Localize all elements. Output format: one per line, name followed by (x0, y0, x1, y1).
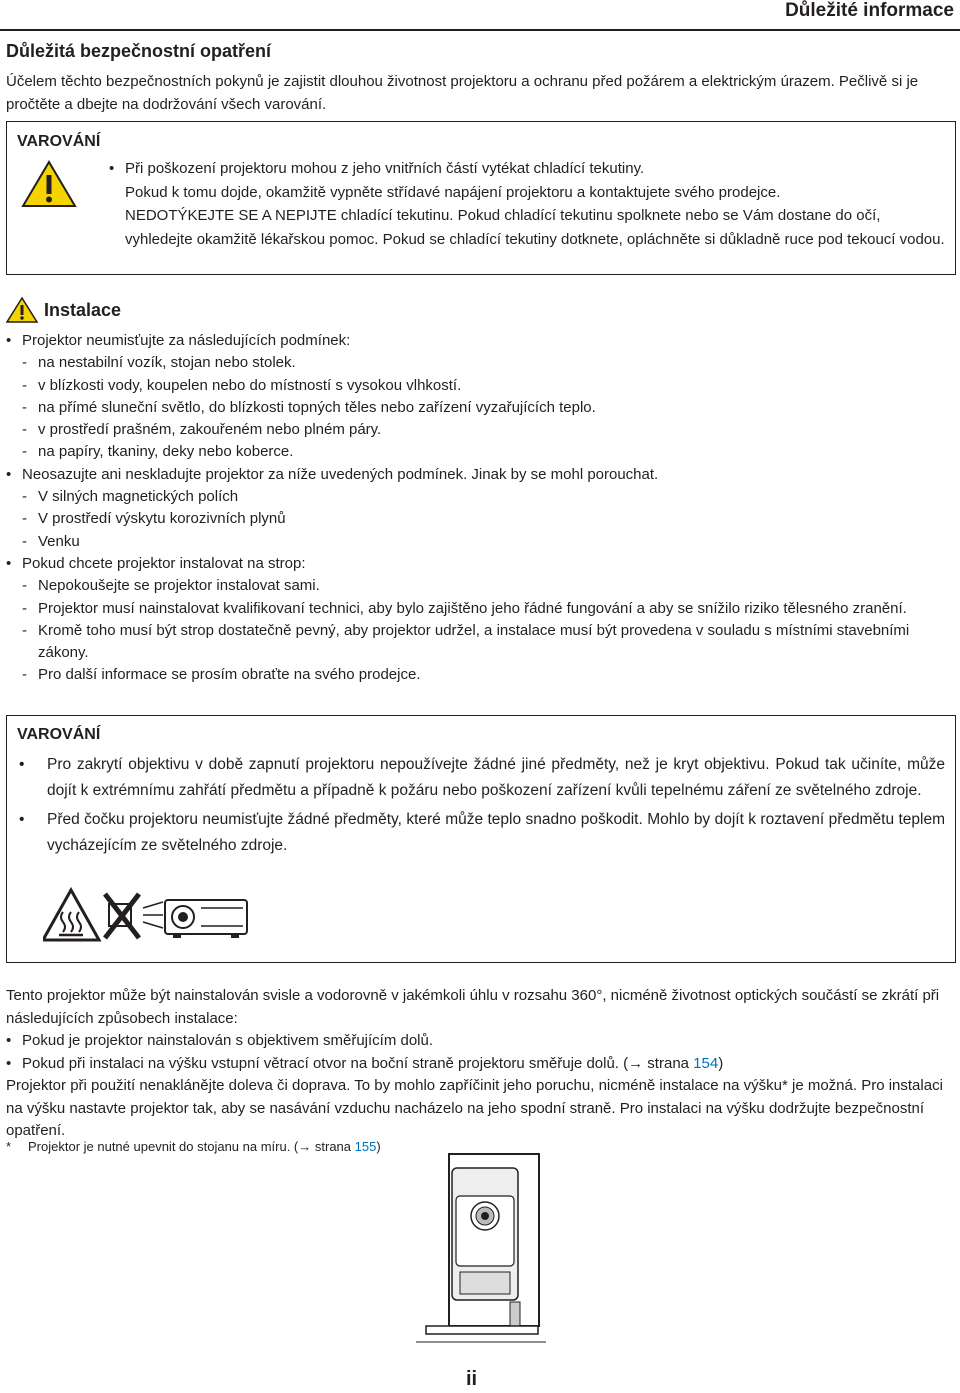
orientation-bullet-2: • Pokud při instalaci na výšku vstupní větrací otvor na boční straně projektoru směřuje dolů. (→ strana 154) (6, 1053, 956, 1076)
list-item: - Venku (6, 531, 956, 553)
page-link-154[interactable]: 154 (693, 1054, 719, 1072)
list-item: - Pro další informace se prosím obraťte na svého prodejce. (6, 664, 956, 686)
page-number: ii (466, 1368, 478, 1390)
warning-text-1: • Při poškození projektoru mohou z jeho vnitřních částí vytékat chladící tekutiny. (109, 157, 949, 181)
caution-triangle-icon (6, 297, 38, 323)
footnote: * Projektor je nutné upevnit do stojanu na míru. (→ strana 155) (6, 1139, 381, 1154)
warning-item-1: • Pro zakrytí objektivu v době zapnutí projektoru nepoužívejte žádné jiné předměty, než je kryt objektivu. Pokud tak učiníte, může dojít k extrémnímu zahřátí předmětu a případně k požáru nebo poškození zařízení kvůli tepelnému záření ze světelného zdroje. (19, 752, 945, 803)
orientation-bullet-1: • Pokud je projektor nainstalován s objektivem směřujícím dolů. (6, 1030, 956, 1053)
warning-text-3: NEDOTÝKEJTE SE A NEPIJTE chladící tekutinu. Pokud chladící tekutinu spolknete nebo se Vám dostane do očí, vyhledejte okamžitě lékařskou pomoc. Pokud se chladící tekutiny dotknete, opláchněte si důkladně ruce pod tekoucí vodou. (125, 207, 945, 248)
orientation-body: Projektor při použití nenaklánějte doleva či doprava. To by mohlo zapříčinit jeho poruchu, nicméně instalace na výšku* je možná. Pro instalaci na výšku nastavte projektor tak, aby se nasávání vzduchu nacházelo na jeho spodní straně. Pro instalaci na výšku dodržujte bezpečnostní opatření. (6, 1077, 943, 1139)
list-item: - V prostředí výskytu korozivních plynů (6, 508, 956, 530)
intro-paragraph: Účelem těchto bezpečnostních pokynů je zajistit dlouhou životnost projektoru a ochranu před požárem a elektrickým úrazem. Pečlivě si je pročtěte a dbejte na dodržování všech varování. (6, 73, 919, 113)
section-title: Důležitá bezpečnostní opatření (6, 41, 272, 61)
list-item: - v prostředí prašném, zakouřeném nebo plném páry. (6, 419, 956, 441)
page-link-155[interactable]: 155 (354, 1139, 377, 1154)
orientation-section (6, 985, 956, 1143)
list-item: • Neosazujte ani neskladujte projektor za níže uvedených podmínek. Jinak by se mohl porouchat. (6, 464, 956, 486)
header-rule (0, 29, 960, 31)
warning-text-2: Pokud k tomu dojde, okamžitě vypněte střídavé napájení projektoru a kontaktujete svého prodejce. (125, 183, 781, 201)
list-item: - na přímé sluneční světlo, do blízkosti topných těles nebo zařízení vyzařujících teplo. (6, 397, 956, 419)
list-item: - Nepokoušejte se projektor instalovat sami. (6, 575, 956, 597)
header-title: Důležité informace (785, 0, 954, 21)
warning-label: VAROVÁNÍ (17, 133, 101, 150)
warning-item-2: • Před čočku projektoru neumisťujte žádné předměty, které může teplo snadno poškodit. Mohlo by dojít k roztavení předmětu teplem vycházejícím ze světelného zdroje. (19, 807, 945, 858)
orientation-intro: Tento projektor může být nainstalován svisle a vodorovně v jakémkoli úhlu v rozsahu 360°, nicméně životnost optických součástí se zkrátí při následujících způsobech instalace: (6, 987, 940, 1027)
list-item: - V silných magnetických polích (6, 486, 956, 508)
warning-label: VAROVÁNÍ (17, 726, 101, 743)
list-item: - v blízkosti vody, koupelen nebo do místností s vysokou vlhkostí. (6, 375, 956, 397)
install-heading-text: Instalace (44, 299, 122, 320)
projector-portrait-stand-illustration (416, 1152, 546, 1352)
warning-box-coolant (6, 121, 956, 275)
list-item: - na papíry, tkaniny, deky nebo koberce. (6, 441, 956, 463)
warning-triangle-icon (21, 160, 77, 208)
list-item: - Projektor musí nainstalovat kvalifikovaní technici, aby bylo zajištěno jeho řádné fungování a aby se snížilo riziko tělesného zranění. (6, 598, 956, 620)
warning-box-lens (6, 715, 956, 963)
list-item: • Projektor neumisťujte za následujících podmínek: (6, 330, 956, 352)
install-heading (6, 297, 121, 323)
hot-surface-and-no-objects-icon (43, 886, 253, 946)
list-item: • Pokud chcete projektor instalovat na strop: (6, 553, 956, 575)
list-item: - Kromě toho musí být strop dostatečně pevný, aby projektor udržel, a instalace musí být provedena v souladu s místními stavebními zákony. (6, 620, 956, 665)
install-list (6, 330, 956, 687)
list-item: - na nestabilní vozík, stojan nebo stolek. (6, 352, 956, 374)
